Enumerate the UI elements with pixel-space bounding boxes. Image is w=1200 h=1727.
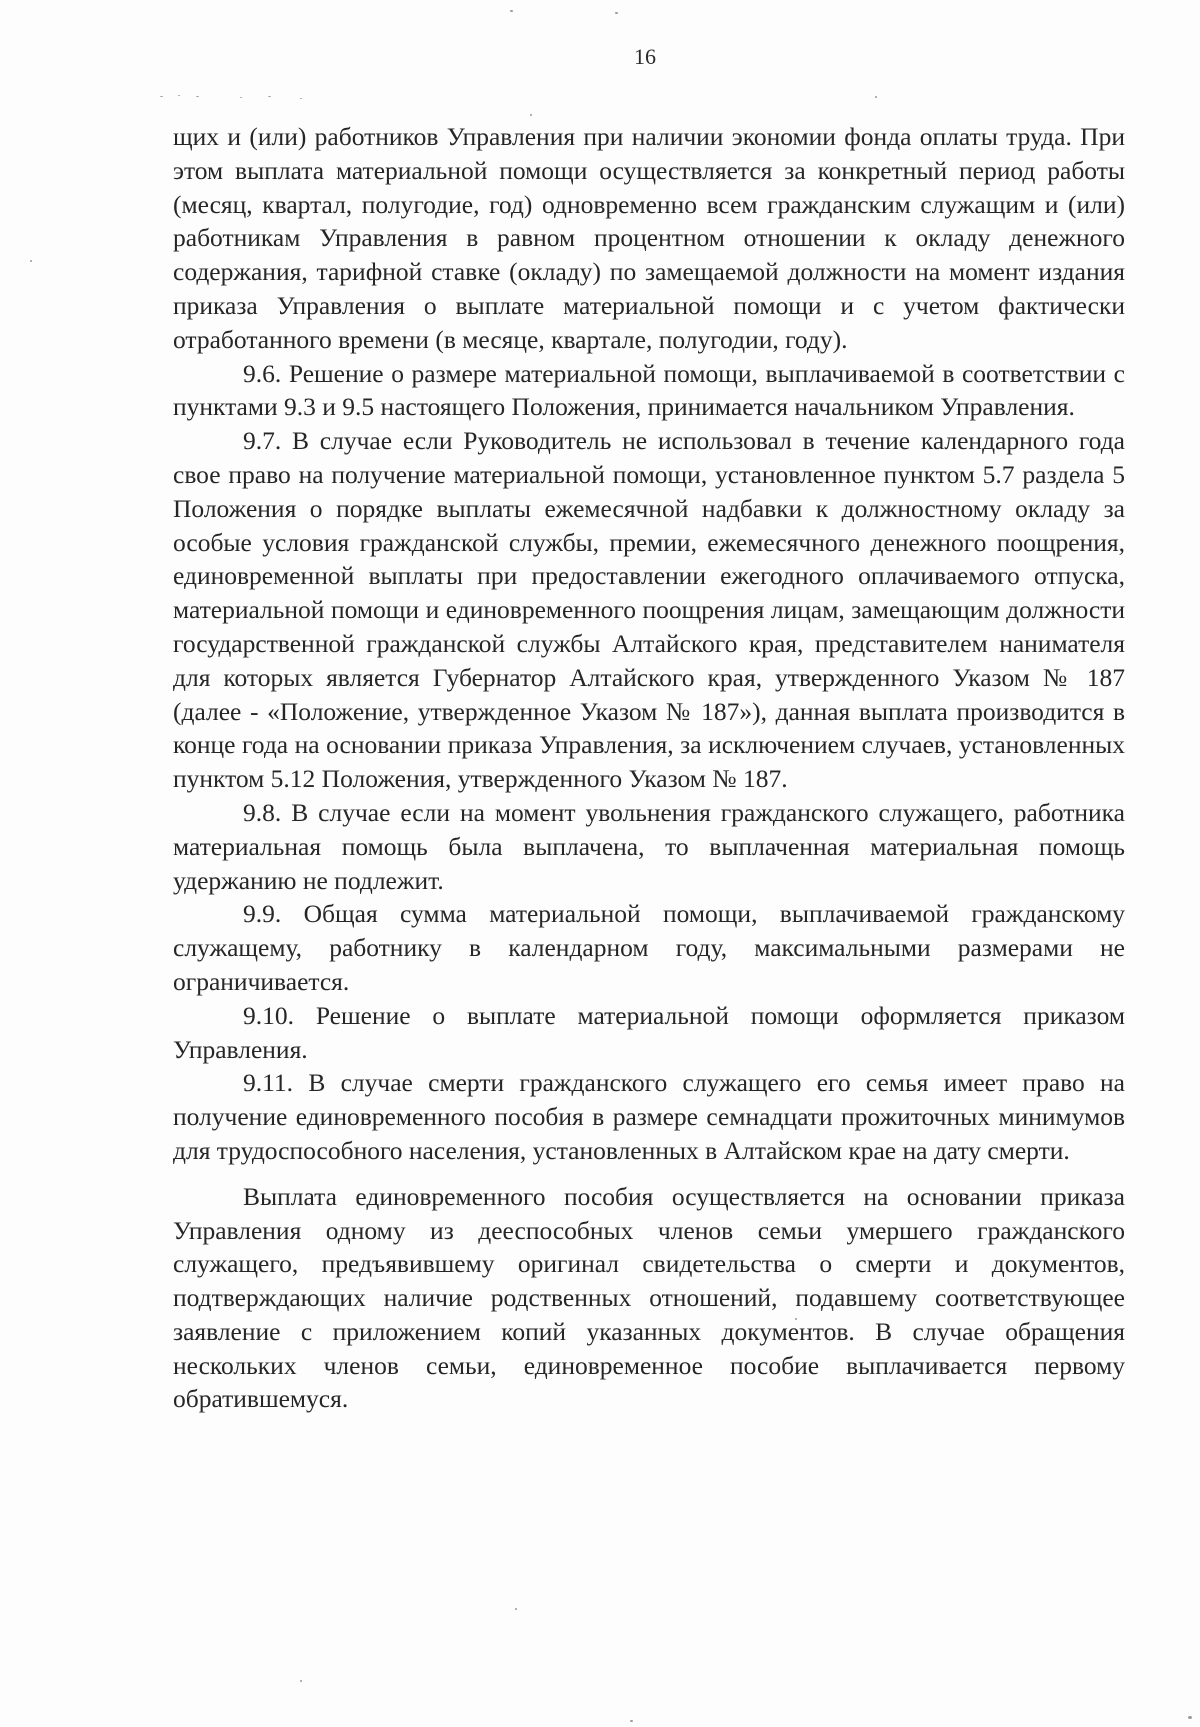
document-body (173, 120, 1125, 1416)
paragraph-9-8: 9.8. В случае если на момент увольнения гражданского служащего, работника материальная помощь была выплачена, то выплаченная материальная помощь удержанию не подлежит. (173, 797, 1125, 895)
paragraph-9-10: 9.10. Решение о выплате материальной помощи оформляется приказом Управления. (173, 1000, 1125, 1064)
paragraph-9-9: 9.9. Общая сумма материальной помощи, выплачиваемой гражданскому служащему, работнику в календарном году, максимальными размерами не ограничивается. (173, 899, 1125, 996)
paragraph-9-7: 9.7. В случае если Руководитель не использовал в течение календарного года свое право на получение материальной помощи, установленное пунктом 5.7 раздела 5 Положения о порядке выплаты ежемесячной надбавки к должностному окладу за особые условия гражданской службы, премии, ежемесячного денежного поощрения, единовременной выплаты при предоставлении ежегодного оплачиваемого отпуска, материальной помощи и единовременного поощрения лицам, замещающим должности государственной гражданской службы Алтайского края, представителем нанимателя для которых является Губернатор Алтайского края, утвержденного Указом № 187 (далее - «Положение, утвержденное Указом № 187»), данная выплата производится в конце года на основании приказа Управления, за исключением случаев, установленных пунктом 5.12 Положения, утвержденного Указом № 187. (173, 426, 1125, 794)
paragraph-payment: Выплата единовременного пособия осуществляется на основании приказа Управления одному из дееспособных членов семьи умершего гражданского служащего, предъявившему оригинал свидетельства о смерти и документов, подтверждающих наличие родственных отношений, подавшему соответствующее заявление с приложением копий указанных документов. В случае обращения нескольких членов семьи, единовременное пособие выплачивается первому обратившемуся. (173, 1181, 1125, 1414)
paragraph-continuation: щих и (или) работников Управления при наличии экономии фонда оплаты труда. При этом выплата материальной помощи осуществляется за конкретный период работы (месяц, квартал, полугодие, год) одновременно всем гражданским служащим и (или) работникам Управления в равном процентном отношении к окладу денежного содержания, тарифной ставке (окладу) по замещаемой должности на момент издания приказа Управления о выплате материальной помощи и с учетом фактически отработанного времени (в месяце, квартале, полугодии, году). (173, 122, 1125, 354)
page-number: 16 (634, 44, 656, 69)
paragraph-9-11: 9.11. В случае смерти гражданского служащего его семья имеет право на получение единовременного пособия в размере семнадцати прожиточных минимумов для трудоспособного населения, установленных в Алтайском крае на дату смерти. (173, 1068, 1125, 1165)
paragraph-9-6: 9.6. Решение о размере материальной помощи, выплачиваемой в соответствии с пунктами 9.3 и 9.5 настоящего Положения, принимается начальником Управления. (173, 358, 1125, 422)
